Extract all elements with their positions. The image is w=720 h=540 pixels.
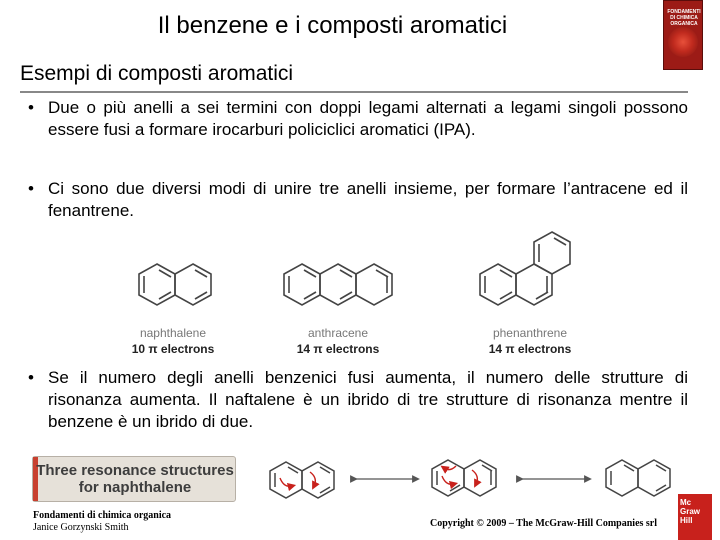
bullet-item-1 — [28, 97, 688, 141]
bullet-text: Se il numero degli anelli benzenici fusi aumenta, il numero delle strutture di risonanza aumenta. Il naftalene è un ibrido di tre strutture di risonanza mentre il benzene è un ibrido di due. — [48, 368, 688, 431]
bullet-dot: • — [28, 179, 34, 198]
logo-line1: Mc — [680, 498, 692, 507]
naphthalene-structure — [139, 264, 211, 305]
resonance-structures — [258, 448, 710, 518]
resonance-caption-line2: for naphthalene — [78, 479, 192, 496]
logo-line2: Graw — [680, 507, 701, 516]
bullet-text: Due o più anelli a sei termini con doppi legami alternati a legami singoli possono essere fusi a formare irocarburi policiclici aromatici (IPA). — [48, 98, 688, 139]
resonance-caption-line1: Three resonance structures — [36, 462, 234, 479]
bullet-item-3 — [28, 367, 688, 433]
resonance-caption-box — [32, 456, 236, 502]
molecule-drawings — [0, 220, 720, 332]
bullet-item-2 — [28, 178, 688, 222]
footer-book-title: Fondamenti di chimica organica — [33, 510, 172, 521]
anthracene-label: anthracene — [307, 326, 369, 340]
resonance-caption — [33, 462, 237, 496]
anthracene-electrons: 14 π electrons — [296, 342, 380, 356]
resonance-drawing — [258, 448, 710, 518]
flower-icon — [668, 27, 698, 57]
slide-subtitle: Esempi di composti aromatici — [20, 62, 294, 85]
footer-book-info — [33, 510, 171, 534]
bullet-dot: • — [28, 368, 34, 387]
phenanthrene-structure — [480, 232, 570, 305]
footer-author: Janice Gorzynski Smith — [33, 522, 129, 533]
bullet-text: Ci sono due diversi modi di unire tre anelli insieme, per formare l’antracene ed il fenantrene. — [48, 179, 688, 220]
book-cover-image — [663, 0, 703, 70]
naphthalene-label: naphthalene — [139, 326, 207, 340]
molecule-structures — [0, 220, 720, 360]
divider — [20, 91, 688, 93]
slide-title: Il benzene e i composti aromatici — [157, 12, 508, 39]
naphthalene-electrons: 10 π electrons — [131, 342, 215, 356]
footer-copyright: Copyright © 2009 – The McGraw-Hill Companies srl — [430, 518, 658, 529]
book-cover-text: FONDAMENTI DI CHIMICA ORGANICA — [667, 9, 701, 27]
logo-line3: Hill — [680, 516, 693, 525]
anthracene-structure — [284, 264, 392, 305]
publisher-logo — [678, 494, 712, 540]
phenanthrene-label: phenanthrene — [492, 326, 568, 340]
phenanthrene-electrons: 14 π electrons — [488, 342, 572, 356]
bullet-dot: • — [28, 98, 34, 117]
